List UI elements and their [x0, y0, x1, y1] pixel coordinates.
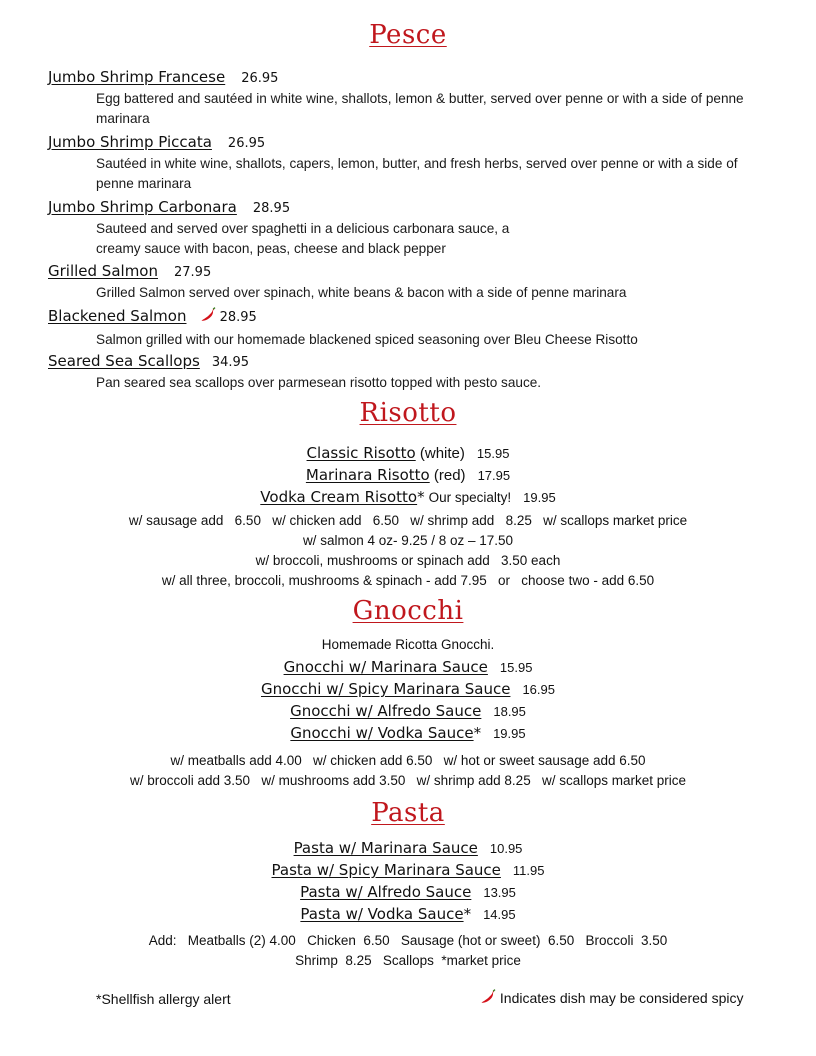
- menu-item: [0, 861, 816, 879]
- addon-line: w/ all three, broccoli, mushrooms & spinach - add 7.95 or choose two - add 6.50: [161, 573, 655, 588]
- item-price: 19.95: [493, 726, 526, 741]
- menu-item: [48, 261, 778, 303]
- addon-line: Add: Meatballs (2) 4.00 Chicken 6.50 Sausage (hot or sweet) 6.50 Broccoli 3.50: [148, 933, 668, 948]
- item-description: Grilled Salmon served over spinach, white beans & bacon with a side of penne marinara: [96, 285, 627, 300]
- item-price: 27.95: [174, 265, 212, 280]
- item-price: 14.95: [483, 907, 516, 922]
- item-variant: (red): [429, 467, 466, 484]
- item-name: Pasta w/ Alfredo Sauce: [300, 883, 472, 901]
- menu-item: [0, 466, 816, 484]
- item-price: 17.95: [477, 468, 511, 483]
- item-price: 13.95: [483, 885, 516, 900]
- item-name: Jumbo Shrimp Carbonara: [48, 198, 237, 216]
- section-title-gnocchi: Gnocchi: [352, 596, 464, 626]
- item-name: Jumbo Shrimp Piccata: [48, 133, 212, 151]
- item-variant: (white): [415, 445, 465, 462]
- item-description-line: Sauteed and served over spaghetti in a delicious carbonara sauce, a: [96, 221, 510, 236]
- spicy-legend: [480, 989, 743, 1008]
- item-name: Pasta w/ Vodka Sauce: [300, 905, 464, 923]
- item-name: Gnocchi w/ Spicy Marinara Sauce: [261, 680, 511, 698]
- menu-item: [0, 444, 816, 462]
- item-name: Pasta w/ Marinara Sauce: [293, 839, 478, 857]
- item-price: 28.95: [219, 310, 257, 325]
- item-price: 26.95: [241, 71, 279, 86]
- item-name: Gnocchi w/ Alfredo Sauce: [290, 702, 482, 720]
- item-name: Marinara Risotto: [305, 466, 430, 484]
- item-price: 16.95: [522, 682, 555, 697]
- item-description: Pan seared sea scallops over parmesean risotto topped with pesto sauce.: [96, 375, 542, 390]
- section-title-pesce: Pesce: [369, 20, 447, 50]
- addon-line: w/ salmon 4 oz- 9.25 / 8 oz – 17.50: [302, 533, 514, 548]
- item-name: Blackened Salmon: [48, 307, 187, 325]
- menu-item: [48, 306, 778, 350]
- addon-line: w/ sausage add 6.50 w/ chicken add 6.50 w/ shrimp add 8.25 w/ scallops market price: [128, 513, 688, 528]
- spicy-legend-text: Indicates dish may be considered spicy: [499, 990, 744, 1006]
- gnocchi-addons: [0, 751, 816, 791]
- item-name: Vodka Cream Risotto: [260, 488, 418, 506]
- item-description: [96, 219, 778, 258]
- menu-item: [0, 702, 816, 720]
- chili-pepper-icon: [200, 307, 216, 327]
- item-name: Pasta w/ Spicy Marinara Sauce: [271, 861, 501, 879]
- menu-item: [48, 351, 778, 393]
- item-price: 15.95: [476, 446, 510, 461]
- shellfish-star: *: [417, 488, 425, 506]
- item-price: 15.95: [499, 660, 533, 675]
- item-description: Salmon grilled with our homemade blackened spiced seasoning over Bleu Cheese Risotto: [96, 332, 638, 347]
- shellfish-star: *: [463, 905, 472, 923]
- addon-line: w/ meatballs add 4.00 w/ chicken add 6.50 w/ hot or sweet sausage add 6.50: [170, 753, 646, 768]
- item-price: 18.95: [493, 704, 526, 719]
- item-name: Gnocchi w/ Vodka Sauce: [290, 724, 474, 742]
- menu-item: [0, 488, 816, 506]
- item-price: 26.95: [227, 136, 266, 151]
- item-price: 28.95: [252, 201, 291, 216]
- pasta-addons: [0, 931, 816, 971]
- addon-line: w/ broccoli add 3.50 w/ mushrooms add 3.50 w/ shrimp add 8.25 w/ scallops market price: [130, 773, 686, 788]
- menu-item: [0, 658, 816, 676]
- menu-item: [48, 67, 778, 128]
- menu-item: [48, 132, 778, 193]
- menu-item: [0, 905, 816, 923]
- menu-item: [0, 839, 816, 857]
- menu-item: [48, 197, 778, 258]
- item-price: 10.95: [489, 841, 523, 856]
- item-name: Gnocchi w/ Marinara Sauce: [283, 658, 488, 676]
- risotto-addons: [0, 511, 816, 591]
- item-name: Grilled Salmon: [48, 262, 158, 280]
- addon-line: w/ broccoli, mushrooms or spinach add 3.50 each: [255, 553, 561, 568]
- section-title-risotto: Risotto: [359, 398, 457, 428]
- item-description: Egg battered and sautéed in white wine, shallots, lemon & butter, served over penne or with a side of penne marinara: [96, 91, 744, 126]
- item-note: Our specialty!: [428, 490, 512, 505]
- item-price: 34.95: [211, 355, 250, 370]
- item-price: 19.95: [523, 490, 556, 505]
- menu-item: [0, 724, 816, 742]
- item-name: Seared Sea Scallops: [48, 352, 200, 370]
- item-name: Jumbo Shrimp Francese: [48, 68, 226, 86]
- shellfish-allergy-note: *Shellfish allergy alert: [96, 991, 231, 1007]
- section-title-pasta: Pasta: [371, 798, 445, 828]
- item-description-line: creamy sauce with bacon, peas, cheese and black pepper: [96, 240, 446, 256]
- addon-line: Shrimp 8.25 Scallops *market price: [295, 953, 521, 968]
- item-name: Classic Risotto: [306, 444, 416, 462]
- item-price: 11.95: [512, 863, 545, 878]
- section-subtitle: Homemade Ricotta Gnocchi.: [321, 637, 495, 652]
- shellfish-star: *: [473, 724, 482, 742]
- chili-pepper-icon: [480, 989, 496, 1008]
- menu-item: [0, 883, 816, 901]
- item-description: Sautéed in white wine, shallots, capers, lemon, butter, and fresh herbs, served over penne or with a side of penne marinara: [96, 156, 738, 191]
- menu-item: [0, 680, 816, 698]
